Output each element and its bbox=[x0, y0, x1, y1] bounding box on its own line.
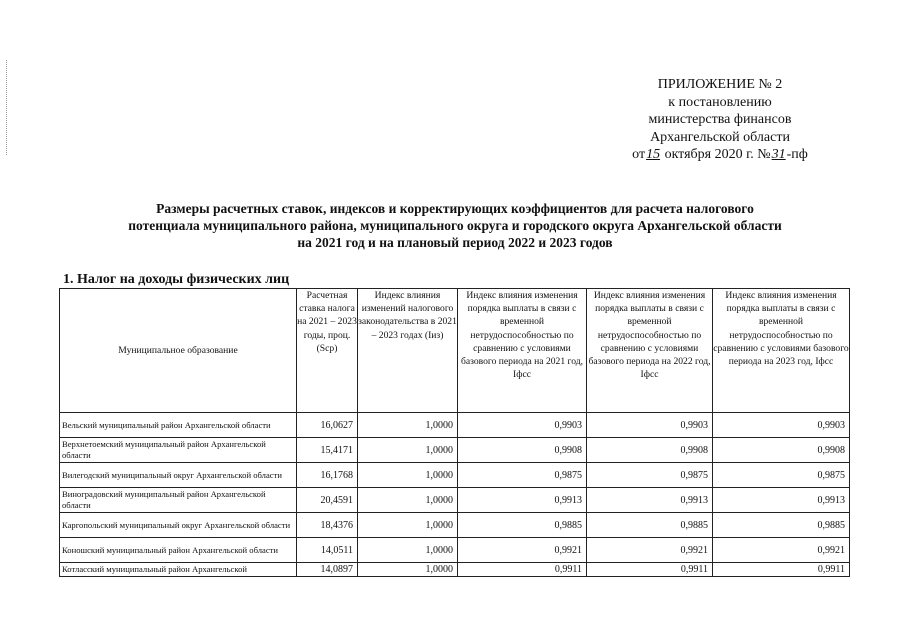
number-prefix: № bbox=[757, 147, 771, 162]
municipality-name: Каргопольский муниципальный округ Архангельской области bbox=[60, 513, 297, 538]
index-cell: 1,0000 bbox=[358, 463, 458, 488]
rate-cell: 16,1768 bbox=[297, 463, 358, 488]
rate-cell: 20,4591 bbox=[297, 488, 358, 513]
appendix-block bbox=[600, 76, 840, 164]
column-header: Индекс влияния изменений налогового законодательства в 2021 – 2023 годах (Iиз) bbox=[358, 289, 458, 413]
column-header: Расчетная ставка налога на 2021 – 2023 годы, проц. (Scp) bbox=[297, 289, 358, 413]
index-cell: 0,9903 bbox=[587, 413, 713, 438]
table-row bbox=[60, 513, 850, 538]
table-row bbox=[60, 463, 850, 488]
section-title: 1. Налог на доходы физических лиц bbox=[63, 272, 290, 287]
municipality-name: Виноградовский муниципальный район Архангельской области bbox=[60, 488, 297, 513]
municipality-name: Вилегодский муниципальный округ Архангельской области bbox=[60, 463, 297, 488]
title-line: Размеры расчетных ставок, индексов и корректирующих коэффициентов для расчета налогового bbox=[156, 201, 754, 216]
table-row bbox=[60, 413, 850, 438]
rate-cell: 14,0511 bbox=[297, 538, 358, 563]
table-row bbox=[60, 563, 850, 577]
index-cell: 0,9921 bbox=[458, 538, 587, 563]
index-cell: 0,9908 bbox=[458, 438, 587, 463]
index-cell: 0,9913 bbox=[458, 488, 587, 513]
appendix-line: к постановлению bbox=[668, 94, 772, 110]
table-header-row bbox=[60, 289, 850, 413]
number-suffix: -пф bbox=[786, 147, 808, 162]
index-cell: 1,0000 bbox=[358, 563, 458, 577]
column-header: Муниципальное образование bbox=[60, 289, 297, 413]
tax-rates-table bbox=[59, 288, 850, 577]
index-cell: 0,9885 bbox=[713, 513, 850, 538]
index-cell: 0,9875 bbox=[713, 463, 850, 488]
table-row bbox=[60, 538, 850, 563]
column-header: Индекс влияния изменения порядка выплаты в связи с временной нетрудоспособностью по сравнению с условиями базового периода на 2022 год, Iфсс bbox=[587, 289, 713, 413]
municipality-name: Котласский муниципальный район Архангельской bbox=[60, 563, 297, 577]
handwritten-day: 15 bbox=[646, 147, 661, 162]
index-cell: 0,9908 bbox=[587, 438, 713, 463]
rate-cell: 18,4376 bbox=[297, 513, 358, 538]
date-rest: октября 2020 г. bbox=[664, 147, 754, 162]
index-cell: 1,0000 bbox=[358, 438, 458, 463]
title-line: на 2021 год и на плановый период 2022 и 2023 годов bbox=[297, 235, 613, 250]
index-cell: 0,9921 bbox=[587, 538, 713, 563]
index-cell: 0,9885 bbox=[458, 513, 587, 538]
scan-artifact bbox=[6, 60, 8, 155]
index-cell: 0,9875 bbox=[458, 463, 587, 488]
index-cell: 1,0000 bbox=[358, 513, 458, 538]
index-cell: 1,0000 bbox=[358, 413, 458, 438]
index-cell: 0,9911 bbox=[713, 563, 850, 577]
municipality-name: Верхнетоемский муниципальный район Архангельской области bbox=[60, 438, 297, 463]
column-header: Индекс влияния изменения порядка выплаты в связи с временной нетрудоспособностью по сравнению с условиями базового периода на 2023 год, Iфсс bbox=[713, 289, 850, 413]
index-cell: 0,9908 bbox=[713, 438, 850, 463]
index-cell: 0,9903 bbox=[458, 413, 587, 438]
appendix-line: министерства финансов bbox=[648, 112, 792, 127]
appendix-date-line bbox=[600, 146, 840, 164]
rate-cell: 15,4171 bbox=[297, 438, 358, 463]
table-row bbox=[60, 438, 850, 463]
date-prefix: от bbox=[632, 147, 646, 162]
index-cell: 0,9911 bbox=[587, 563, 713, 577]
table-row bbox=[60, 488, 850, 513]
index-cell: 0,9875 bbox=[587, 463, 713, 488]
appendix-title: ПРИЛОЖЕНИЕ № 2 bbox=[657, 77, 783, 92]
index-cell: 1,0000 bbox=[358, 488, 458, 513]
rate-cell: 14,0897 bbox=[297, 563, 358, 577]
index-cell: 0,9913 bbox=[713, 488, 850, 513]
document-title bbox=[60, 200, 850, 251]
municipality-name: Коношский муниципальный район Архангельской области bbox=[60, 538, 297, 563]
appendix-line: Архангельской области bbox=[650, 129, 790, 145]
index-cell: 0,9911 bbox=[458, 563, 587, 577]
index-cell: 0,9903 bbox=[713, 413, 850, 438]
index-cell: 0,9885 bbox=[587, 513, 713, 538]
index-cell: 1,0000 bbox=[358, 538, 458, 563]
index-cell: 0,9913 bbox=[587, 488, 713, 513]
column-header: Индекс влияния изменения порядка выплаты в связи с временной нетрудоспособностью по сравнению с условиями базового периода на 2021 год, Iфсс bbox=[458, 289, 587, 413]
index-cell: 0,9921 bbox=[713, 538, 850, 563]
rate-cell: 16,0627 bbox=[297, 413, 358, 438]
handwritten-number: 31 bbox=[771, 147, 786, 162]
title-line: потенциала муниципального района, муниципального округа и городского округа Архангельской области bbox=[128, 218, 782, 233]
municipality-name: Вельский муниципальный район Архангельской области bbox=[60, 413, 297, 438]
